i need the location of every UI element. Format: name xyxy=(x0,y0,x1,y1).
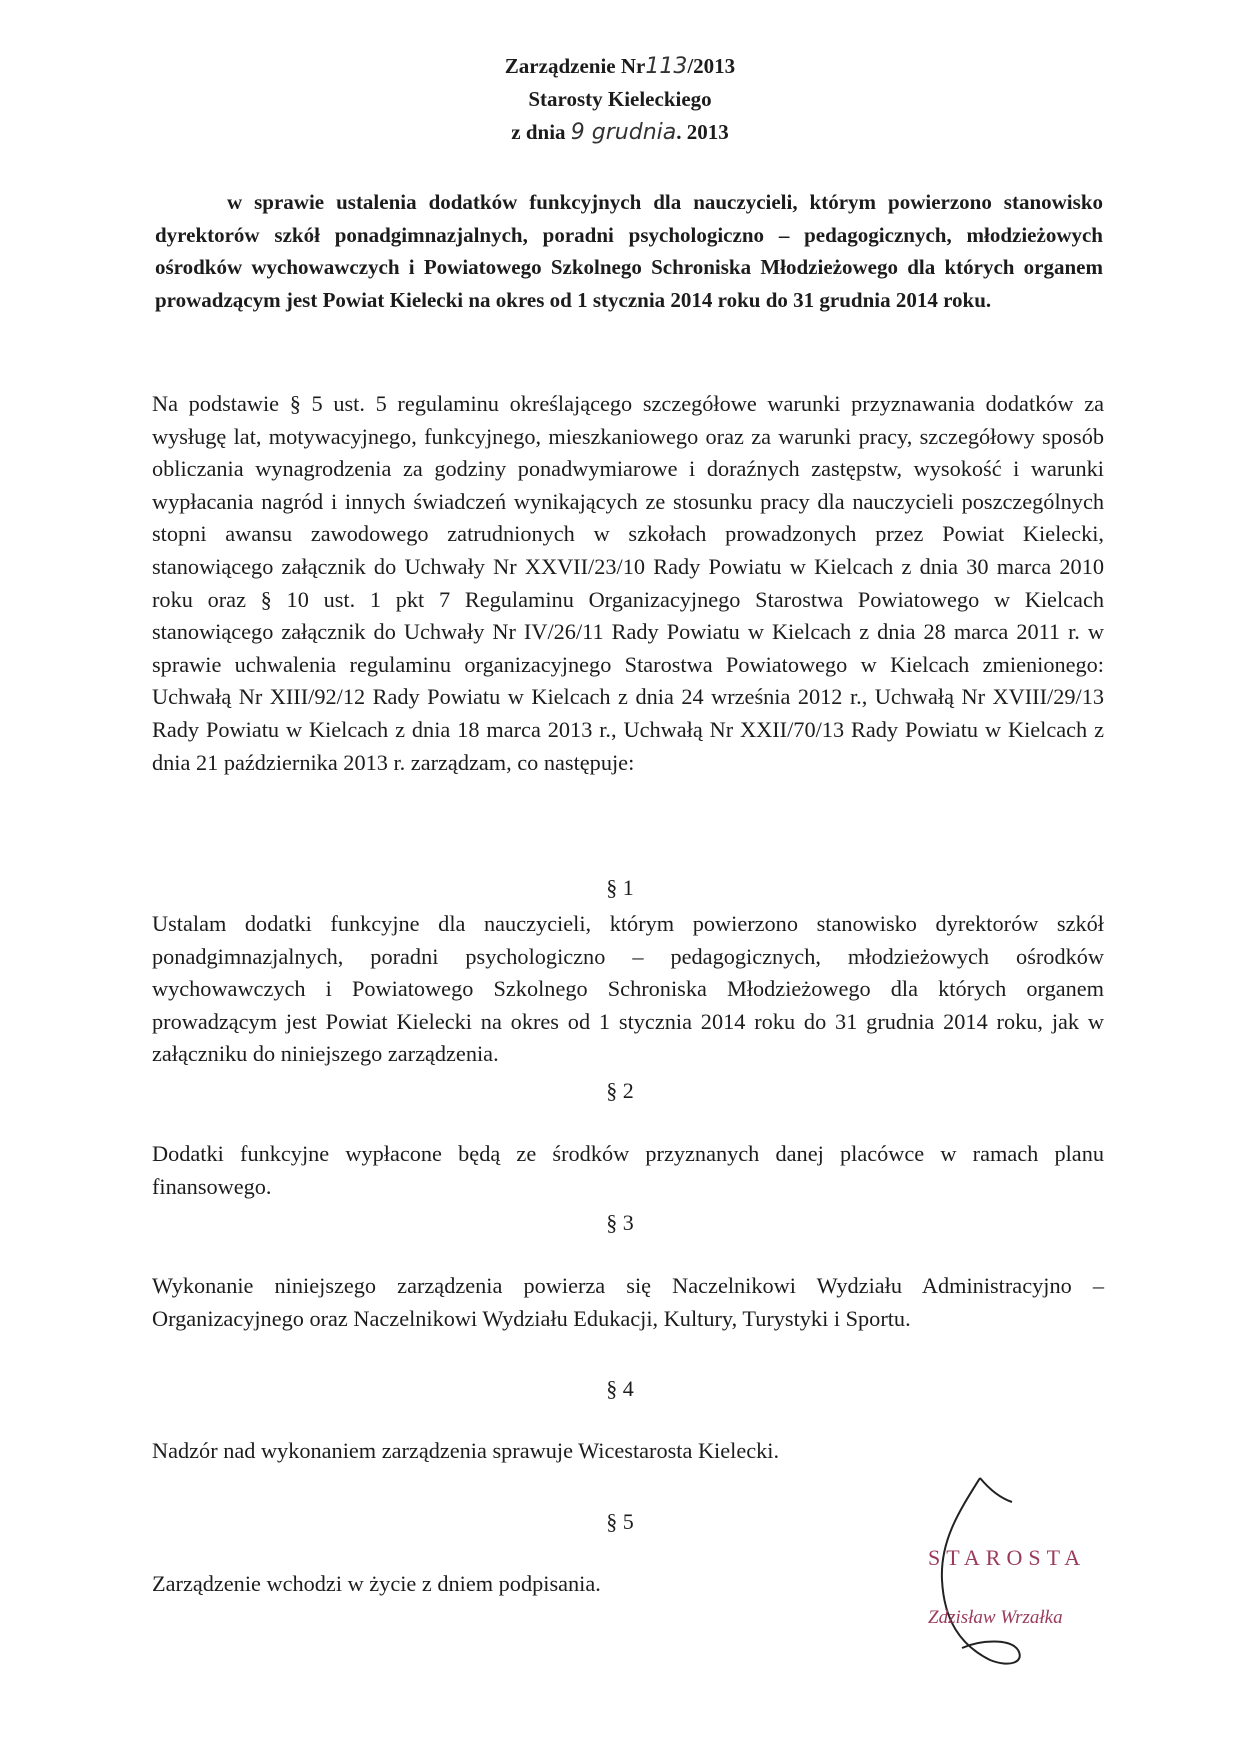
legal-basis-paragraph: Na podstawie § 5 ust. 5 regulaminu określającego szczegółowe warunki przyznawania dodatków za wysługę lat, motywacyjnego, funkcyjnego, mieszkaniowego oraz za warunki pracy, szczegółowy sposób obliczania wynagrodzenia za godziny ponadwymiarowe i doraźnych zastępstw, wysokość i warunki wypłacania nagród i innych świadczeń wynikających ze stosunku pracy dla nauczycieli poszczególnych stopni awansu zawodowego zatrudnionych w szkołach prowadzonych przez Powiat Kielecki, stanowiącego załącznik do Uchwały Nr XXVII/23/10 Rady Powiatu w Kielcach z dnia 30 marca 2010 roku oraz § 10 ust. 1 pkt 7 Regulaminu Organizacyjnego Starostwa Powiatowego w Kielcach stanowiącego załącznik do Uchwały Nr IV/26/11 Rady Powiatu w Kielcach z dnia 28 marca 2011 r. w sprawie uchwalenia regulaminu organizacyjnego Starostwa Powiatowego w Kielcach zmienionego: Uchwałą Nr XIII/92/12 Rady Powiatu w Kielcach z dnia 24 września 2012 r., Uchwałą Nr XVIII/29/13 Rady Powiatu w Kielcach z dnia 18 marca 2013 r., Uchwałą Nr XXII/70/13 Rady Powiatu w Kielcach z dnia 21 października 2013 r. zarządzam, co następuje: xyxy=(152,391,1104,775)
section-2-sign: § 2 xyxy=(606,1078,634,1103)
document-title xyxy=(440,50,800,83)
section-5-sign: § 5 xyxy=(606,1509,634,1534)
date-prefix: z dnia xyxy=(511,120,566,144)
section-4-text: Nadzór nad wykonaniem zarządzenia sprawuje Wicestarosta Kielecki. xyxy=(152,1438,780,1463)
document-date xyxy=(440,116,800,149)
section-1-sign: § 1 xyxy=(606,875,634,900)
section-3-sign: § 3 xyxy=(606,1210,634,1235)
handwritten-number: 113 xyxy=(645,54,688,79)
title-prefix: Zarządzenie Nr xyxy=(504,54,646,78)
official-stamp-title: STAROSTA xyxy=(928,1545,1087,1570)
document-subject: w sprawie ustalenia dodatków funkcyjnych dla nauczycieli, którym powierzono stanowisko dyrektorów szkół ponadgimnazjalnych, poradni psychologiczno – pedagogicznych, młodzieżowych ośrodków wychowawczych i Powiatowego Szkolnego Schroniska Młodzieżowego dla których organem prowadzącym jest Powiat Kielecki na okres od 1 stycznia 2014 roku do 31 grudnia 2014 roku. xyxy=(155,190,1103,312)
title-suffix: /2013 xyxy=(687,54,736,78)
section-4-sign: § 4 xyxy=(606,1376,634,1401)
section-1-text: Ustalam dodatki funkcyjne dla nauczycieli, którym powierzono stanowisko dyrektorów szkół ponadgimnazjalnych, poradni psychologiczno – pedagogicznych, młodzieżowych ośrodków wychowawczych i Powiatowego Szkolnego Schroniska Młodzieżowego dla których organem prowadzącym jest Powiat Kielecki na okres od 1 stycznia 2014 roku do 31 grudnia 2014 roku, jak w załączniku do niniejszego zarządzenia. xyxy=(152,911,1104,1067)
section-3-text: Wykonanie niniejszego zarządzenia powierza się Naczelnikowi Wydziału Administracyjno – Organizacyjnego oraz Naczelnikowi Wydziału Edukacji, Kultury, Turystyki i Sportu. xyxy=(152,1273,1104,1331)
section-2-text: Dodatki funkcyjne wypłacone będą ze środków przyznanych danej placówce w ramach planu finansowego. xyxy=(152,1141,1104,1199)
handwritten-date: 9 grudnia xyxy=(570,120,677,145)
document-header xyxy=(440,50,800,149)
section-5-text: Zarządzenie wchodzi w życie z dniem podpisania. xyxy=(152,1571,601,1596)
signature-mark xyxy=(900,1470,1100,1680)
official-stamp-name: Zdzisław Wrzałka xyxy=(928,1607,1063,1628)
date-suffix: . 2013 xyxy=(676,120,729,144)
document-issuer: Starosty Kieleckiego xyxy=(528,87,712,111)
